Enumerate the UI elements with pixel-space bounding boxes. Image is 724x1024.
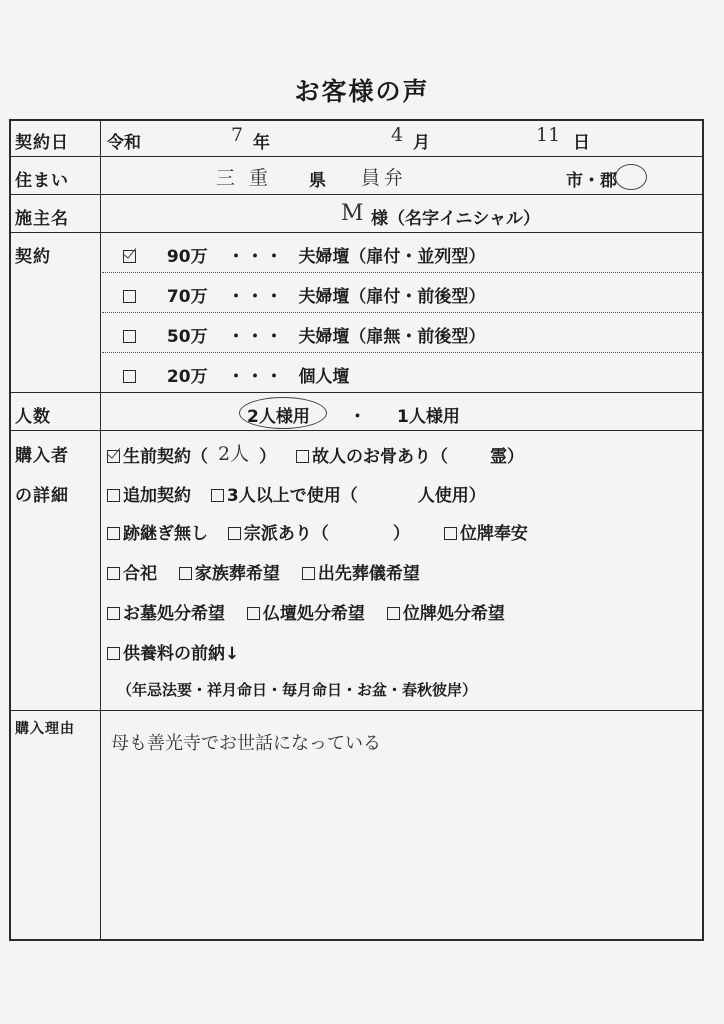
row-divider	[11, 710, 702, 711]
checkbox[interactable]	[228, 527, 241, 540]
contract-option-90[interactable]	[123, 242, 485, 267]
contract-option-70[interactable]	[123, 282, 485, 307]
year-value: 7	[231, 124, 244, 146]
option-label: 家族葬希望	[194, 564, 280, 584]
label-column-divider	[100, 121, 101, 939]
era-label: 令和	[107, 133, 141, 153]
checkbox[interactable]	[123, 290, 136, 303]
dotted-divider	[102, 352, 702, 353]
year-unit: 年	[253, 133, 270, 153]
prefecture-unit: 県	[309, 171, 326, 191]
dotted-divider	[102, 312, 702, 313]
day-value: 11	[536, 124, 561, 146]
month-unit: 月	[413, 133, 430, 153]
day-unit: 日	[573, 133, 590, 153]
label-contract-date: 契約日	[15, 133, 69, 153]
checkbox[interactable]	[387, 607, 400, 620]
option-label: 仏壇処分希望	[262, 604, 365, 624]
customer-voice-form	[9, 119, 704, 941]
checkbox[interactable]	[211, 489, 224, 502]
option-label: 生前契約（	[123, 447, 208, 467]
option-label: 跡継ぎ無し	[123, 524, 208, 544]
checkbox[interactable]	[123, 330, 136, 343]
dots: ・・・	[227, 327, 285, 347]
checkbox[interactable]	[107, 567, 120, 580]
detail-row-6	[107, 639, 239, 664]
handwritten-count: 2人	[218, 443, 250, 465]
dotted-divider	[102, 272, 702, 273]
checkbox[interactable]	[444, 527, 457, 540]
dots: ・・・	[227, 247, 285, 267]
people-one[interactable]: 1人様用	[397, 407, 460, 427]
checkbox[interactable]	[247, 607, 260, 620]
checkbox[interactable]	[179, 567, 192, 580]
contract-option-20[interactable]	[123, 362, 349, 387]
checkbox[interactable]	[107, 489, 120, 502]
checkbox[interactable]	[302, 567, 315, 580]
label-client-name: 施主名	[15, 209, 69, 229]
type: 個人壇	[298, 367, 350, 387]
label-contract: 契約	[15, 247, 51, 267]
label-residence: 住まい	[15, 171, 69, 191]
row-divider	[11, 232, 702, 233]
prefecture-value: 三重	[216, 167, 283, 189]
option-label: 合祀	[123, 564, 157, 584]
option-label: 位牌奉安	[459, 524, 528, 544]
label-people: 人数	[15, 407, 51, 427]
option-label: 位牌処分希望	[402, 604, 505, 624]
option-label: 出先葬儀希望	[317, 564, 420, 584]
dots: ・・・	[227, 367, 285, 387]
city-value: 員弁	[361, 167, 408, 189]
detail-row-1	[107, 441, 524, 468]
client-initial: M	[341, 201, 364, 226]
type: 夫婦壇（扉付・前後型）	[298, 287, 486, 307]
detail-row-4	[107, 559, 420, 584]
client-suffix: 様（名字イニシャル）	[371, 209, 540, 229]
option-label: お墓処分希望	[123, 604, 225, 624]
city-unit: 市・郡	[566, 171, 617, 191]
selected-circle-mark	[615, 164, 647, 190]
detail-row-2	[107, 481, 486, 506]
reason-text: 母も善光寺でお世話になっている	[111, 733, 381, 754]
checkbox[interactable]	[123, 370, 136, 383]
option-label: 3人以上で使用（	[226, 486, 358, 506]
row-divider	[11, 392, 702, 393]
type: 夫婦壇（扉無・前後型）	[298, 327, 486, 347]
price: 50万	[166, 327, 208, 347]
people-two[interactable]: 2人様用	[247, 407, 310, 427]
option-label: 故人のお骨あり（	[312, 447, 449, 467]
label-details: の詳細	[15, 486, 69, 506]
option-label: ）	[392, 524, 410, 544]
option-label: 霊）	[490, 447, 525, 467]
option-label: 人使用）	[417, 486, 486, 506]
type: 夫婦壇（扉付・並列型）	[298, 247, 486, 267]
row-divider	[11, 430, 702, 431]
price: 20万	[166, 367, 208, 387]
checkbox-checked[interactable]	[107, 450, 120, 463]
row-divider	[11, 156, 702, 157]
price: 70万	[166, 287, 208, 307]
label-purchaser: 購入者	[15, 446, 69, 466]
memorial-note: （年忌法要・祥月命日・毎月命日・お盆・春秋彼岸）	[117, 681, 478, 699]
option-label: ）	[259, 447, 277, 467]
checkbox[interactable]	[107, 527, 120, 540]
checkbox[interactable]	[296, 450, 309, 463]
month-value: 4	[391, 124, 404, 146]
detail-row-3	[107, 519, 528, 544]
label-reason: 購入理由	[15, 721, 75, 737]
dots: ・・・	[227, 287, 285, 307]
option-label: 供養料の前納↓	[123, 644, 240, 664]
selected-circle-mark	[239, 397, 327, 429]
option-label: 追加契約	[123, 486, 191, 506]
price: 90万	[166, 247, 208, 267]
contract-option-50[interactable]	[123, 322, 485, 347]
row-divider	[11, 194, 702, 195]
checkbox[interactable]	[107, 647, 120, 660]
people-separator: ・	[349, 407, 366, 427]
detail-row-5	[107, 599, 505, 624]
checkbox[interactable]	[107, 607, 120, 620]
page-title: お客様の声	[294, 77, 430, 106]
checkbox-checked[interactable]	[123, 250, 136, 263]
option-label: 宗派あり（	[243, 524, 329, 544]
